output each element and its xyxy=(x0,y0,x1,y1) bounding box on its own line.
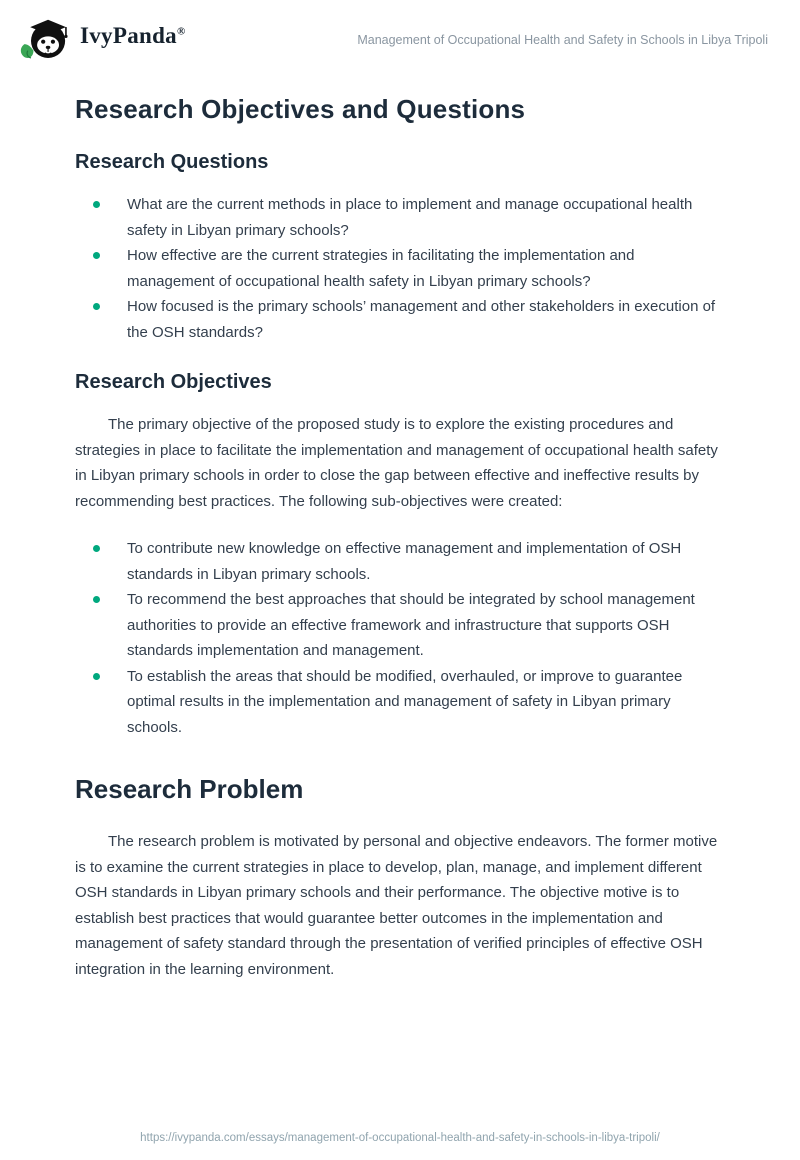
registered-mark: ® xyxy=(176,25,186,38)
research-problem-heading: Research Problem xyxy=(75,774,304,804)
research-problem-paragraph: The research problem is motivated by personal and objective endeavors. The former motive is to examine the current strategies in place to develop, plan, manage, and implement different OSH standards in Libyan primary schools and their performance. The objective motive is to establish best practices that would guarantee better outcomes in the implementation and management of safety standard through the presentation of verified principles of effective OSH integration in the learning environment. xyxy=(75,833,718,978)
list-item-text: To recommend the best approaches that should be integrated by school management authorities to provide an effective framework and infrastructure that supports OSH standards implementation and management. xyxy=(127,591,695,659)
list-item xyxy=(75,192,722,243)
list-item xyxy=(75,243,722,294)
bullet-icon xyxy=(93,201,100,208)
bullet-icon xyxy=(93,252,100,259)
bullet-icon xyxy=(93,545,100,552)
list-item-text: How focused is the primary schools’ management and other stakeholders in execution of the OSH standards? xyxy=(127,298,716,341)
list-item-text: To establish the areas that should be modified, overhauled, or improve to guarantee optimal results in the implementation and management of safety in Libyan primary schools. xyxy=(127,667,683,736)
footer xyxy=(0,1128,800,1146)
list-item-text: To contribute new knowledge on effective management and implementation of OSH standards in Libyan primary schools. xyxy=(127,540,682,583)
list-item xyxy=(75,664,722,741)
document-title-header: Management of Occupational Health and Safety in Schools in Libya Tripoli xyxy=(357,33,768,47)
document-body xyxy=(0,94,800,982)
page-title: Research Objectives and Questions xyxy=(75,94,526,124)
brand-name: IvyPanda® xyxy=(80,23,186,48)
ivypanda-panda-logo-icon xyxy=(18,10,70,62)
list-item-text: What are the current methods in place to implement and manage occupational health safety in Libyan primary schools? xyxy=(127,196,693,239)
header xyxy=(0,0,800,66)
list-item xyxy=(75,536,722,587)
research-objectives-intro: The primary objective of the proposed study is to explore the existing procedures and strategies in place to facilitate the implementation and management of occupational health safety in Libyan primary schools in order to close the gap between effective and ineffective results by recommending best practices. The following sub-objectives were created: xyxy=(75,416,718,510)
list-item xyxy=(75,294,722,345)
research-objectives-list xyxy=(75,536,722,740)
list-item-text: How effective are the current strategies in facilitating the implementation and management of occupational health safety in Libyan primary schools? xyxy=(127,247,635,290)
bullet-icon xyxy=(93,673,100,680)
research-questions-heading: Research Questions xyxy=(75,151,269,173)
source-url-link[interactable]: https://ivypanda.com/essays/management-of-occupational-health-and-safety-in-schools-in-libya-tripoli/ xyxy=(140,1132,660,1144)
list-item xyxy=(75,587,722,664)
bullet-icon xyxy=(93,596,100,603)
ivypanda-logo-link[interactable] xyxy=(18,10,186,62)
bullet-icon xyxy=(93,303,100,310)
research-objectives-heading: Research Objectives xyxy=(75,371,272,393)
research-questions-list xyxy=(75,192,722,345)
